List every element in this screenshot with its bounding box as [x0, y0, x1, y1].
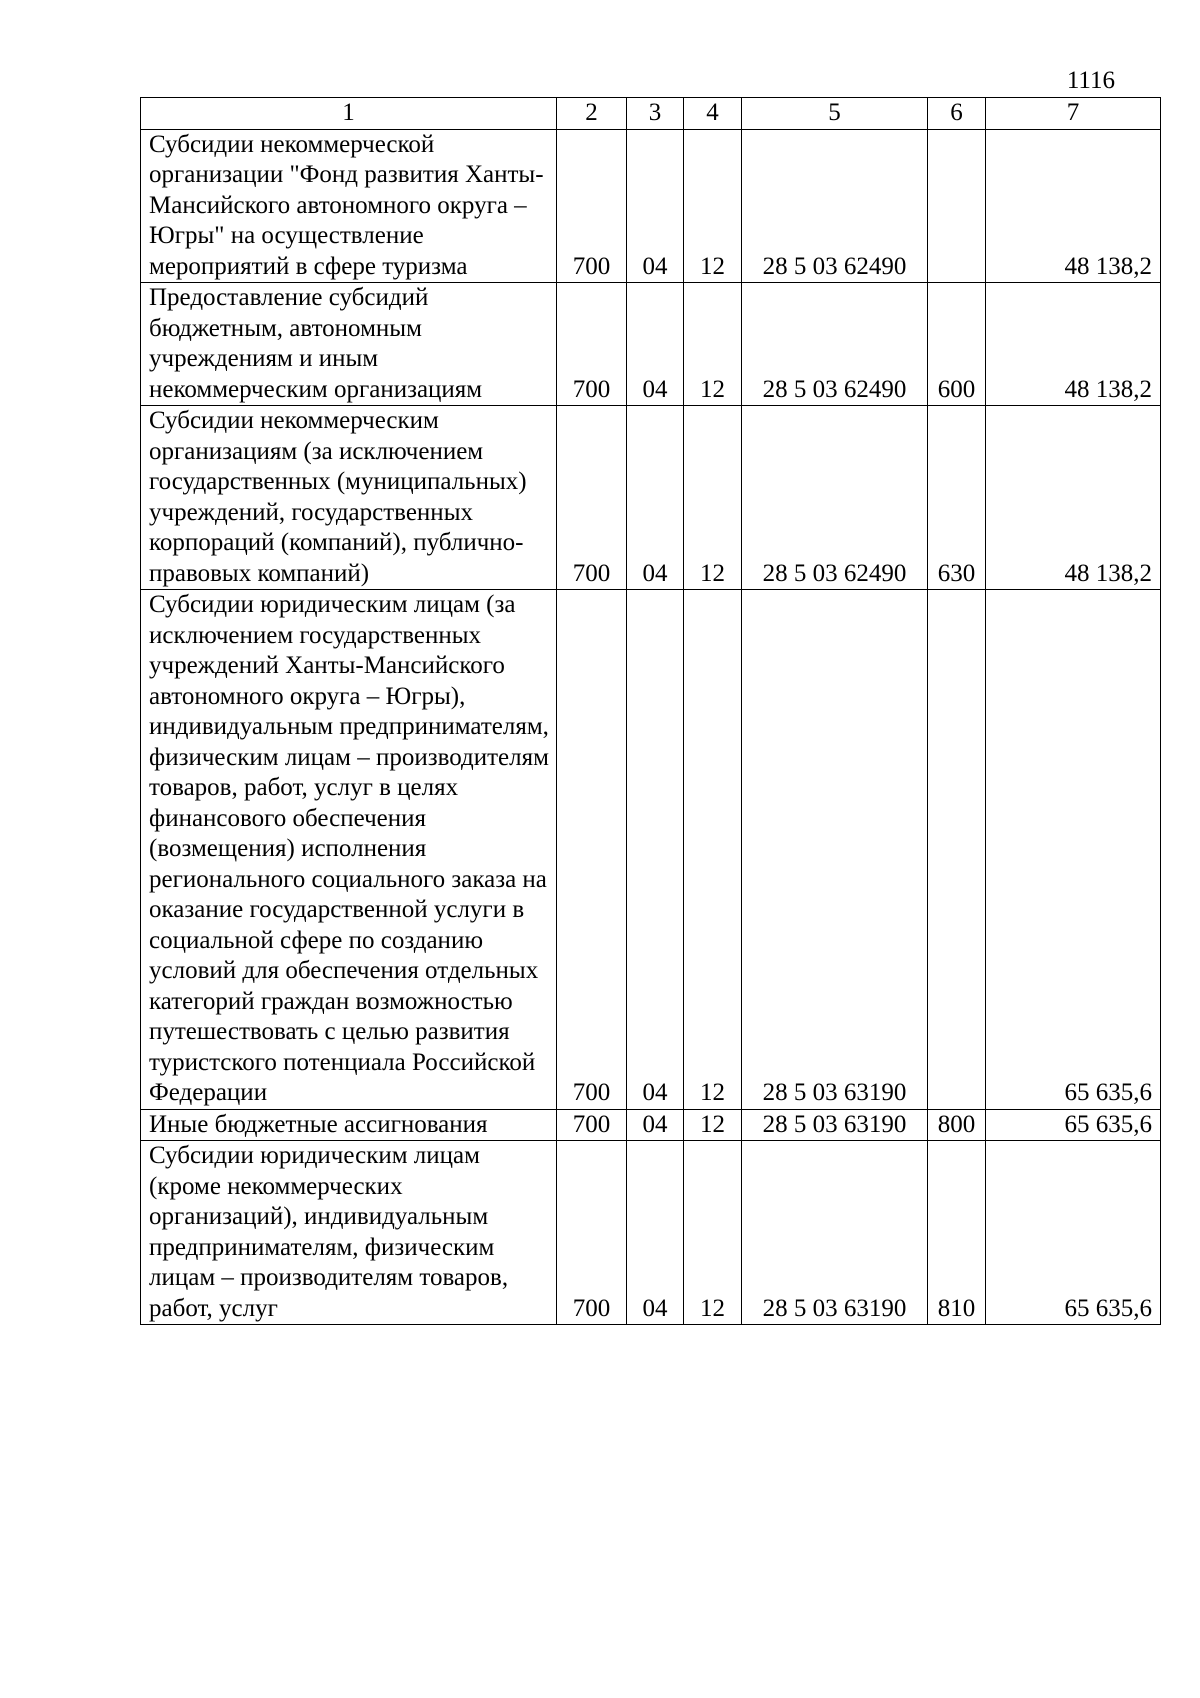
table-row [141, 1141, 1161, 1325]
row-col7: 48 138,2 [986, 129, 1161, 283]
row-col6 [928, 590, 986, 1110]
row-col7: 65 635,6 [986, 1109, 1161, 1141]
row-col3: 04 [627, 1141, 684, 1325]
table-row [141, 1109, 1161, 1141]
table-row [141, 590, 1161, 1110]
row-col2: 700 [557, 406, 627, 590]
row-name: Субсидии юридическим лицам (за исключением государственных учреждений Ханты-Мансийского автономного округа – Югры), индивидуальным предпринимателям, физическим лицам – производителям товаров, работ, услуг в целях финансового обеспечения (возмещения) исполнения регионального социального заказа на оказание государственной услуги в социальной сфере по созданию условий для обеспечения отдельных категорий граждан возможностью путешествовать с целью развития туристского потенциала Российской Федерации [141, 590, 557, 1110]
column-header-5: 5 [742, 98, 928, 130]
table-row [141, 283, 1161, 406]
row-col2: 700 [557, 1141, 627, 1325]
row-col3: 04 [627, 129, 684, 283]
row-col3: 04 [627, 1109, 684, 1141]
row-col6: 800 [928, 1109, 986, 1141]
row-col6 [928, 129, 986, 283]
row-col7: 65 635,6 [986, 590, 1161, 1110]
row-col7: 65 635,6 [986, 1141, 1161, 1325]
row-col4: 12 [684, 1109, 742, 1141]
row-col3: 04 [627, 406, 684, 590]
row-col2: 700 [557, 283, 627, 406]
page-number: 1116 [1066, 67, 1115, 94]
row-name: Субсидии некоммерческим организациям (за исключением государственных (муниципальных) учреждений, государственных корпораций (компаний), публично-правовых компаний) [141, 406, 557, 590]
row-col4: 12 [684, 1141, 742, 1325]
row-col4: 12 [684, 590, 742, 1110]
column-header-6: 6 [928, 98, 986, 130]
column-header-7: 7 [986, 98, 1161, 130]
row-col7: 48 138,2 [986, 406, 1161, 590]
row-col7: 48 138,2 [986, 283, 1161, 406]
column-header-2: 2 [557, 98, 627, 130]
row-col6: 810 [928, 1141, 986, 1325]
row-col3: 04 [627, 590, 684, 1110]
row-col4: 12 [684, 406, 742, 590]
row-name: Предоставление субсидий бюджетным, автономным учреждениям и иным некоммерческим организациям [141, 283, 557, 406]
column-header-1: 1 [141, 98, 557, 130]
row-col3: 04 [627, 283, 684, 406]
table-row [141, 406, 1161, 590]
table-row [141, 129, 1161, 283]
row-col5: 28 5 03 63190 [742, 590, 928, 1110]
row-col4: 12 [684, 129, 742, 283]
row-name: Иные бюджетные ассигнования [141, 1109, 557, 1141]
budget-table [140, 97, 1161, 1325]
column-header-3: 3 [627, 98, 684, 130]
row-col2: 700 [557, 1109, 627, 1141]
row-col5: 28 5 03 62490 [742, 406, 928, 590]
table-header-row [141, 98, 1161, 130]
row-col2: 700 [557, 129, 627, 283]
row-col4: 12 [684, 283, 742, 406]
row-col6: 600 [928, 283, 986, 406]
row-col5: 28 5 03 62490 [742, 129, 928, 283]
row-name: Субсидии юридическим лицам (кроме некоммерческих организаций), индивидуальным предпринимателям, физическим лицам – производителям товаров, работ, услуг [141, 1141, 557, 1325]
column-header-4: 4 [684, 98, 742, 130]
row-col6: 630 [928, 406, 986, 590]
row-col5: 28 5 03 63190 [742, 1141, 928, 1325]
row-col2: 700 [557, 590, 627, 1110]
row-name: Субсидии некоммерческой организации "Фонд развития Ханты-Мансийского автономного округа – Югры" на осуществление мероприятий в сфере туризма [141, 129, 557, 283]
row-col5: 28 5 03 62490 [742, 283, 928, 406]
row-col5: 28 5 03 63190 [742, 1109, 928, 1141]
